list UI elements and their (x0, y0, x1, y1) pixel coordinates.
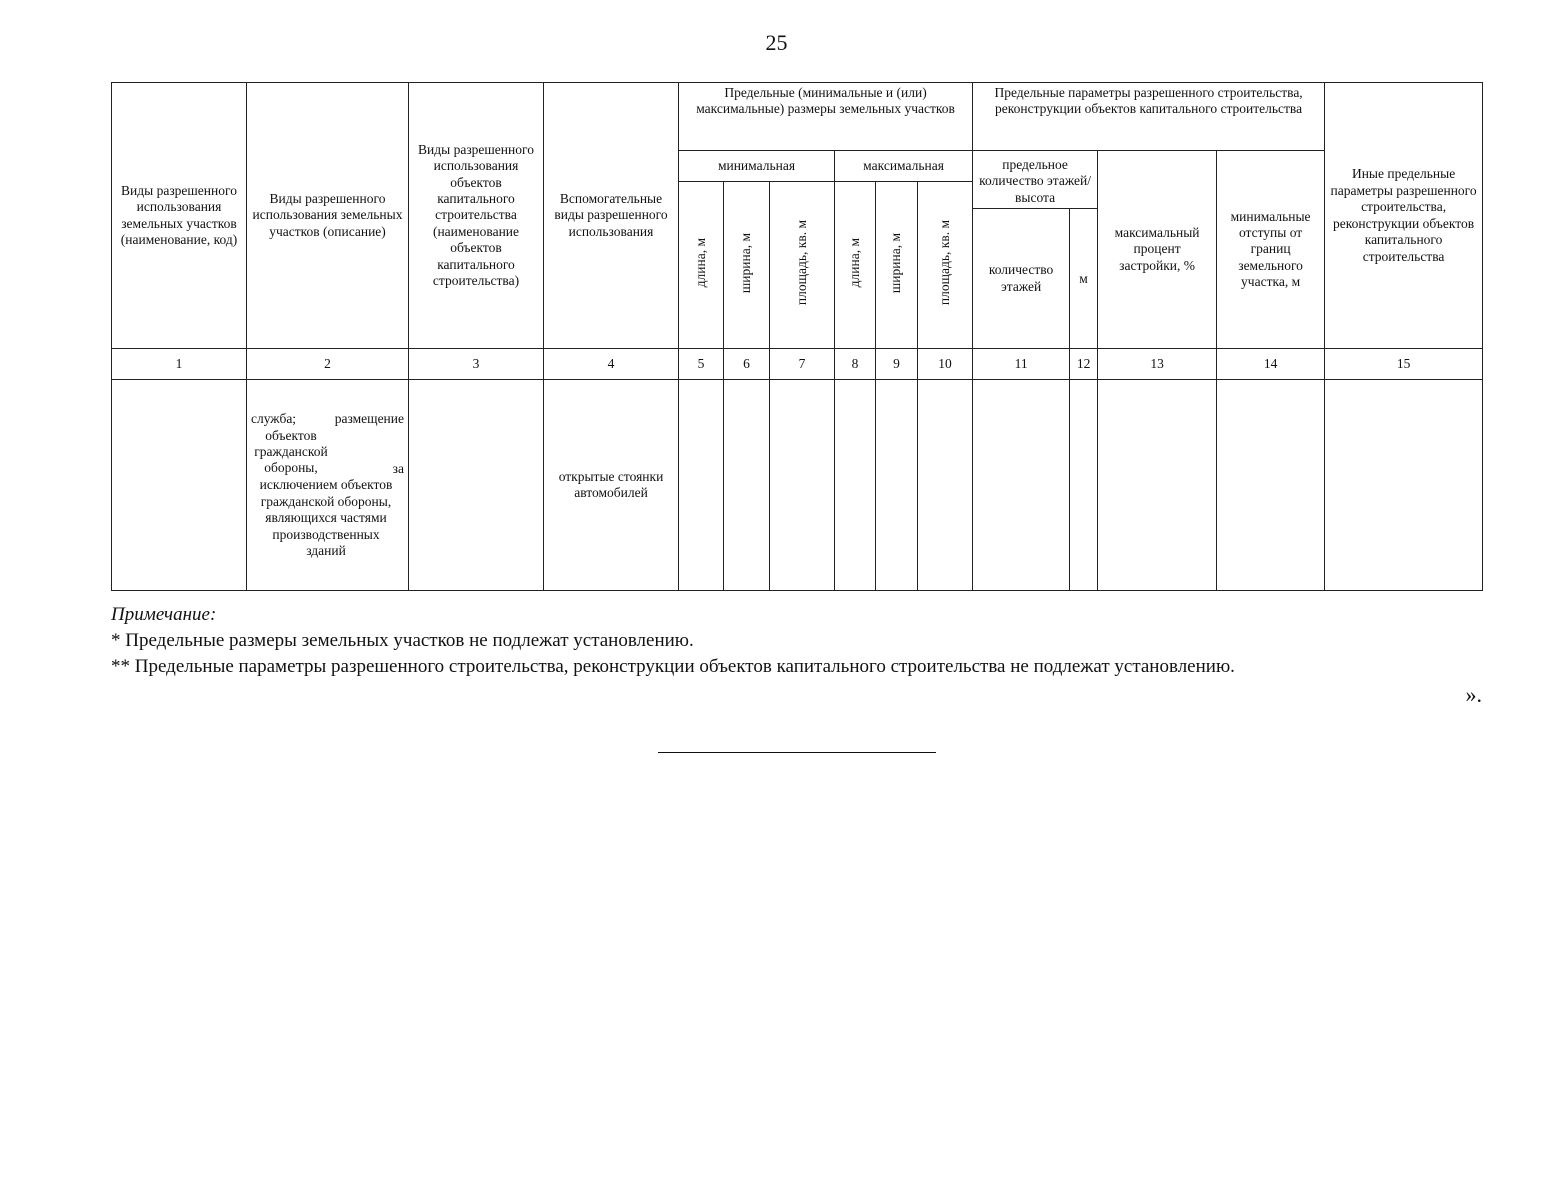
header-max-width-label: ширина, м (888, 232, 904, 294)
description-word: служба; (251, 411, 297, 427)
description-word: размещение (334, 411, 404, 427)
header-max-area-label: площадь, кв. м (936, 220, 952, 306)
column-number: 7 (770, 349, 835, 380)
header-maximum: максимальная (835, 151, 973, 182)
header-max-length (835, 182, 876, 349)
table-cell-empty (1098, 380, 1217, 591)
table-cell-auxiliary: открытые стоянки автомобилей (544, 380, 679, 591)
table-cell-empty (1217, 380, 1325, 591)
column-number: 14 (1217, 349, 1325, 380)
header-max-width (876, 182, 918, 349)
table-cell-empty (973, 380, 1070, 591)
notes-title: Примечание: (111, 604, 217, 625)
header-other-params: Иные предельные параметры разрешенного строительства, реконструкции объектов капитального строительства (1325, 83, 1483, 349)
header-land-use-name: Виды разрешенного использования земельных участков (наименование, код) (112, 83, 247, 349)
header-min-width-label: ширина, м (738, 232, 754, 294)
header-plot-size-limits: Предельные (минимальные и (или) максимальные) размеры земельных участков (679, 83, 973, 151)
header-min-length-label: длина, м (692, 238, 708, 288)
column-number: 5 (679, 349, 724, 380)
header-construction-params: Предельные параметры разрешенного строительства, реконструкции объектов капитального строительства (973, 83, 1325, 151)
column-number: 13 (1098, 349, 1217, 380)
header-min-length (679, 182, 724, 349)
closing-quote-mark: ». (1465, 682, 1482, 707)
description-rest: исключением объектов гражданской обороны, являющихся частями производственных зданий (259, 477, 393, 559)
land-use-table (111, 82, 1483, 591)
table-cell-empty (409, 380, 544, 591)
description-text: объектов гражданской обороны, (254, 427, 328, 476)
note-line: * Предельные размеры земельных участков не подлежат установлению. (111, 630, 694, 651)
table-cell-empty (918, 380, 973, 591)
table-cell-empty (679, 380, 724, 591)
header-auxiliary-uses: Вспомогательные виды разрешенного использования (544, 83, 679, 349)
header-land-use-description: Виды разрешенного использования земельных участков (описание) (247, 83, 409, 349)
column-number: 3 (409, 349, 544, 380)
description-word: за (392, 460, 404, 476)
column-number: 4 (544, 349, 679, 380)
header-min-area-label: площадь, кв. м (793, 220, 809, 306)
separator-line (658, 752, 936, 753)
table-cell-empty (835, 380, 876, 591)
column-number: 2 (247, 349, 409, 380)
header-height-meters: м (1070, 209, 1098, 349)
header-floors-count: количество этажей (973, 209, 1070, 349)
header-max-area (918, 182, 973, 349)
header-capital-construction: Виды разрешенного использования объектов капитального строительства (наименование объектов капитального строительства) (409, 83, 544, 349)
notes-section (111, 602, 1482, 680)
header-minimum: минимальная (679, 151, 835, 182)
column-number: 1 (112, 349, 247, 380)
header-min-area (770, 182, 835, 349)
table-cell-empty (770, 380, 835, 591)
header-floors-height: предельное количество этажей/высота (973, 151, 1098, 209)
header-min-width (724, 182, 770, 349)
table-cell-empty (1325, 380, 1483, 591)
column-number: 11 (973, 349, 1070, 380)
table-cell-empty (724, 380, 770, 591)
note-line: ** Предельные параметры разрешенного строительства, реконструкции объектов капитального строительства не подлежат установлению. (111, 656, 1235, 677)
column-number: 10 (918, 349, 973, 380)
header-max-building-percent: максимальный процент застройки, % (1098, 151, 1217, 349)
header-min-setback: минимальные отступы от границ земельного участка, м (1217, 151, 1325, 349)
description-first-line (251, 411, 404, 427)
column-number: 12 (1070, 349, 1098, 380)
column-number: 6 (724, 349, 770, 380)
table-cell-empty (1070, 380, 1098, 591)
table-cell-empty (876, 380, 918, 591)
page-number: 25 (765, 30, 788, 55)
table-cell-empty (112, 380, 247, 591)
column-number: 8 (835, 349, 876, 380)
column-number: 9 (876, 349, 918, 380)
table-cell-description (247, 380, 409, 591)
column-number: 15 (1325, 349, 1483, 380)
header-max-length-label: длина, м (846, 238, 862, 288)
